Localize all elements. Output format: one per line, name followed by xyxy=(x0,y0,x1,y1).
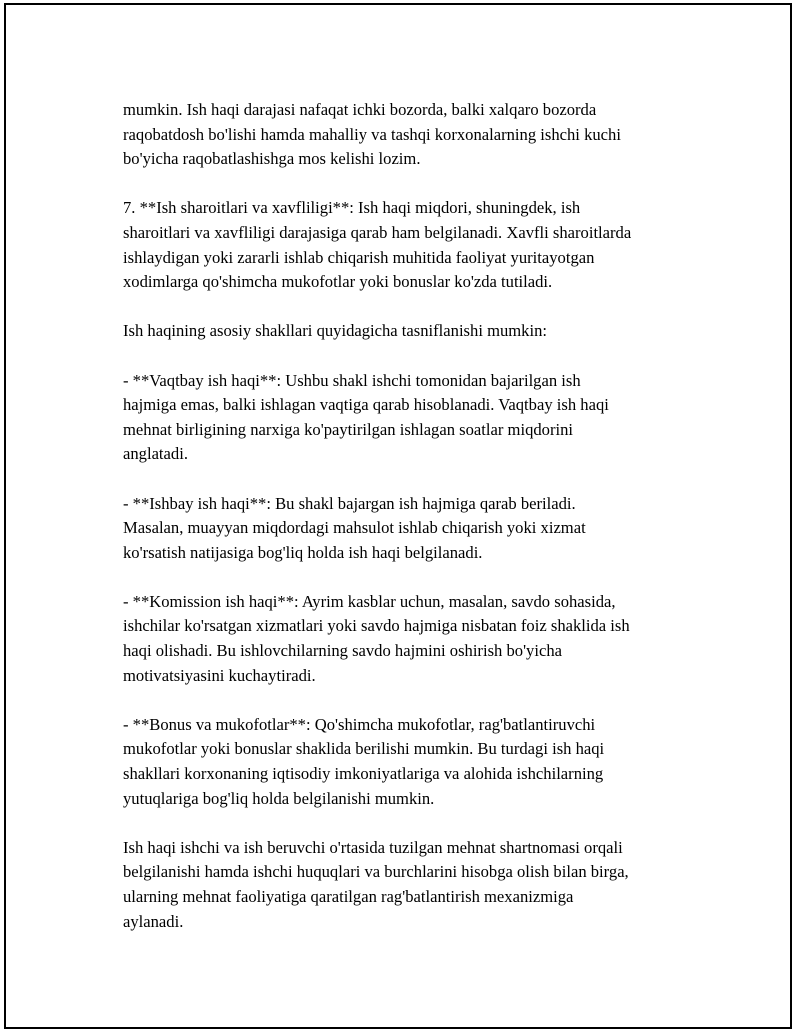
text-line: 7. **Ish sharoitlari va xavfliligi**: Ish haqi miqdori, shuningdek, ish xyxy=(123,198,581,218)
text-line: ishlaydigan yoki zararli ishlab chiqarish muhitida faoliyat yuritayotgan xyxy=(123,247,595,267)
text-line: bo'yicha raqobatlashishga mos kelishi lozim. xyxy=(123,149,421,169)
paragraph-commission-wage xyxy=(123,590,703,688)
text-line: belgilanishi hamda ishchi huquqlari va burchlarini hisobga olish bilan birga, xyxy=(123,862,629,882)
text-line: Ish haqi ishchi va ish beruvchi o'rtasida tuzilgan mehnat shartnomasi orqali xyxy=(123,837,623,857)
page-frame xyxy=(4,3,792,1029)
text-line: aylanadi. xyxy=(123,911,184,931)
text-line: ularning mehnat faoliyatiga qaratilgan rag'batlantirish mexanizmiga xyxy=(123,887,574,906)
text-line: mukofotlar yoki bonuslar shaklida berilishi mumkin. Bu turdagi ish haqi xyxy=(123,739,605,759)
text-line: hajmiga emas, balki ishlagan vaqtiga qarab hisoblanadi. Vaqtbay ish haqi xyxy=(123,395,609,415)
text-line: yutuqlariga bog'liq holda belgilanishi mumkin. xyxy=(123,788,435,808)
text-line: shakllari korxonaning iqtisodiy imkoniyatlariga va alohida ishchilarning xyxy=(123,764,604,784)
text-line: - **Ishbay ish haqi**: Bu shakl bajargan ish hajmiga qarab beriladi. xyxy=(123,493,576,513)
text-line: ishchilar ko'rsatgan xizmatlari yoki savdo hajmiga nisbatan foiz shaklida ish xyxy=(123,616,630,636)
paragraph-work-conditions xyxy=(123,196,703,294)
paragraph-wage-forms-intro xyxy=(123,319,703,344)
text-line: - **Vaqtbay ish haqi**: Ushbu shakl ishchi tomonidan bajarilgan ish xyxy=(123,370,581,390)
text-line: mehnat birligining narxiga ko'paytirilgan ishlagan soatlar miqdorini xyxy=(123,419,574,439)
paragraph-bonus-rewards xyxy=(123,713,703,811)
text-line: motivatsiyasini kuchaytiradi. xyxy=(123,665,316,685)
paragraph-piece-rate-wage xyxy=(123,492,703,566)
text-line: xodimlarga qo'shimcha mukofotlar yoki bonuslar ko'zda tutiladi. xyxy=(123,272,553,292)
paragraph-wage-competitiveness xyxy=(123,98,703,172)
text-line: - **Komission ish haqi**: Ayrim kasblar uchun, masalan, savdo sohasida, xyxy=(123,591,616,611)
document-body xyxy=(123,98,703,934)
text-line: mumkin. Ish haqi darajasi nafaqat ichki bozorda, balki xalqaro bozorda xyxy=(123,100,597,119)
paragraph-conclusion xyxy=(123,836,703,934)
text-line: haqi olishadi. Bu ishlovchilarning savdo hajmini oshirish bo'yicha xyxy=(123,641,562,661)
text-line: ko'rsatish natijasiga bog'liq holda ish haqi belgilanadi. xyxy=(123,542,483,562)
text-line: raqobatdosh bo'lishi hamda mahalliy va tashqi korxonalarning ishchi kuchi xyxy=(123,124,621,144)
text-line: anglatadi. xyxy=(123,444,188,464)
text-line: - **Bonus va mukofotlar**: Qo'shimcha mukofotlar, rag'batlantiruvchi xyxy=(123,714,596,734)
text-line: Masalan, muayyan miqdordagi mahsulot ishlab chiqarish yoki xizmat xyxy=(123,518,586,538)
text-line: sharoitlari va xavfliligi darajasiga qarab ham belgilanadi. Xavfli sharoitlarda xyxy=(123,222,632,242)
paragraph-time-based-wage xyxy=(123,369,703,467)
text-line: Ish haqining asosiy shakllari quyidagicha tasniflanishi mumkin: xyxy=(123,321,547,341)
